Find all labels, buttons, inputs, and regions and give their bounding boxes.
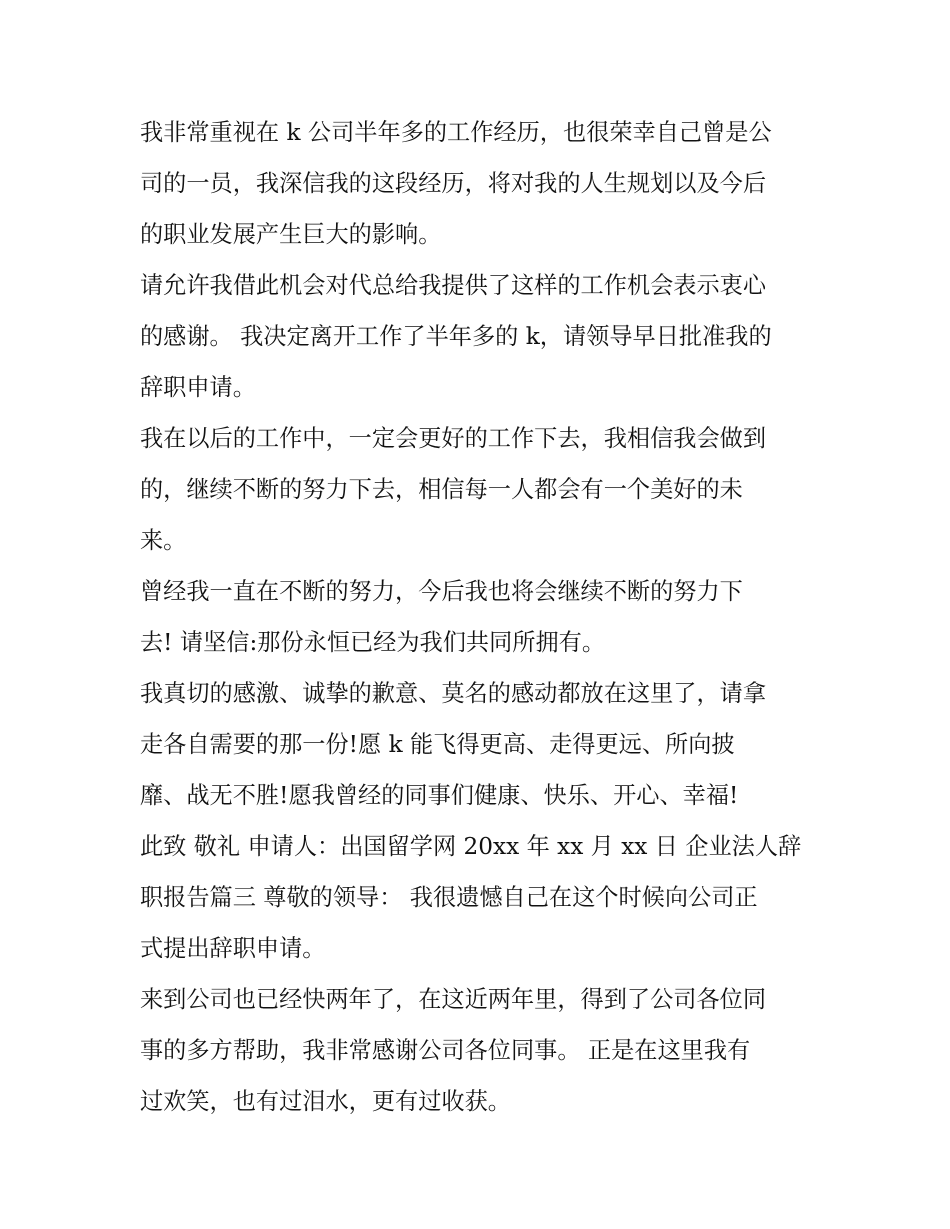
text-line: 去! 请坚信:那份永恒已经为我们共同所拥有。 [140,629,606,656]
paragraph-2 [140,260,816,413]
text-line: 职报告篇三 尊敬的领导： 我很遗憾自己在这个时候向公司正 [140,884,758,911]
text-line: 来。 [140,527,187,554]
document-page [140,107,816,1127]
text-line: 过欢笑，也有过泪水，更有过收获。 [140,1088,511,1115]
text-line: 走各自需要的那一份!愿 k 能飞得更高、走得更远、所向披 [140,731,735,758]
paragraph-6 [140,974,816,1127]
text-line: 曾经我一直在不断的努力，今后我也将会继续不断的努力下 [140,578,743,605]
text-line: 的，继续不断的努力下去，相信每一人都会有一个美好的未 [140,476,743,503]
text-line: 式提出辞职申请。 [140,935,326,962]
paragraph-3 [140,413,816,566]
text-line: 我在以后的工作中，一定会更好的工作下去，我相信我会做到 [140,425,767,452]
text-line: 的感谢。 我决定离开工作了半年多的 k，请领导早日批准我的 [140,323,772,350]
text-line: 此致 敬礼 申请人：出国留学网 20xx 年 xx 月 xx 日 企业法人辞 [140,833,802,860]
paragraph-1 [140,107,816,260]
text-line: 的职业发展产生巨大的影响。 [140,221,442,248]
text-line: 来到公司也已经快两年了，在这近两年里，得到了公司各位同 [140,986,767,1013]
text-line: 辞职申请。 [140,374,256,401]
text-line: 司的一员，我深信我的这段经历，将对我的人生规划以及今后 [140,170,767,197]
text-line: 靡、战无不胜!愿我曾经的同事们健康、快乐、开心、幸福! [140,782,739,809]
text-line: 事的多方帮助，我非常感谢公司各位同事。 正是在这里我有 [140,1037,751,1064]
paragraph-4 [140,566,816,668]
text-line: 请允许我借此机会对代总给我提供了这样的工作机会表示衷心 [140,272,767,299]
paragraph-5 [140,668,816,974]
text-line: 我非常重视在 k 公司半年多的工作经历，也很荣幸自己曾是公 [140,119,772,146]
text-line: 我真切的感激、诚挚的歉意、莫名的感动都放在这里了，请拿 [140,680,767,707]
